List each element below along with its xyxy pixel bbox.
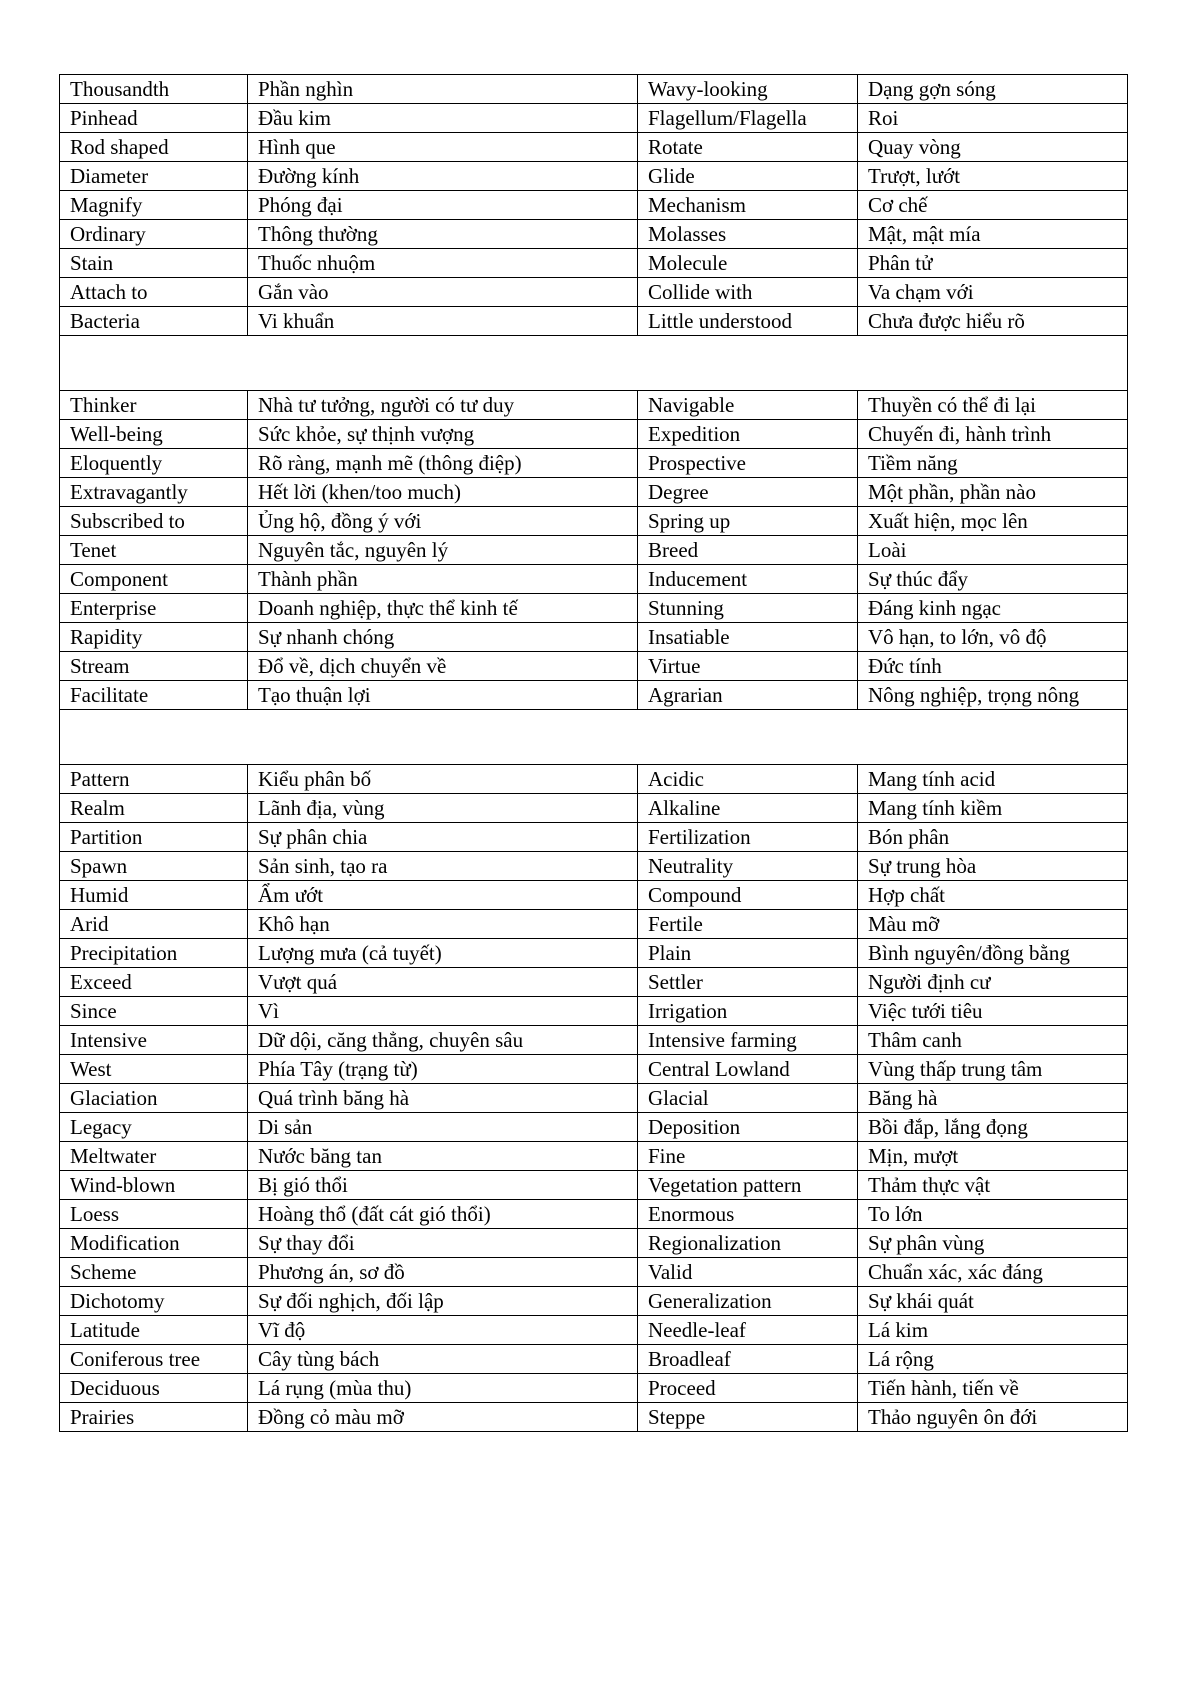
english-term-cell: Fertilization [638, 823, 858, 852]
vietnamese-meaning-cell: Tạo thuận lợi [248, 681, 638, 710]
english-term-cell: Fertile [638, 910, 858, 939]
vietnamese-meaning-cell: Tiến hành, tiến về [858, 1374, 1128, 1403]
section-spacer-row [60, 710, 1128, 765]
english-term-cell: Facilitate [60, 681, 248, 710]
english-term-cell: Dichotomy [60, 1287, 248, 1316]
english-term-cell: Precipitation [60, 939, 248, 968]
english-term-cell: Rotate [638, 133, 858, 162]
vietnamese-meaning-cell: Dạng gợn sóng [858, 75, 1128, 104]
vietnamese-meaning-cell: Sự khái quát [858, 1287, 1128, 1316]
english-term-cell: Attach to [60, 278, 248, 307]
vietnamese-meaning-cell: Lá kim [858, 1316, 1128, 1345]
table-row [60, 1200, 1128, 1229]
vietnamese-meaning-cell: Bị gió thổi [248, 1171, 638, 1200]
english-term-cell: Coniferous tree [60, 1345, 248, 1374]
vietnamese-meaning-cell: Thâm canh [858, 1026, 1128, 1055]
table-row [60, 1055, 1128, 1084]
table-row [60, 278, 1128, 307]
english-term-cell: Breed [638, 536, 858, 565]
vocabulary-table-body [60, 75, 1128, 1432]
vietnamese-meaning-cell: Hình que [248, 133, 638, 162]
english-term-cell: Glacial [638, 1084, 858, 1113]
vietnamese-meaning-cell: Vô hạn, to lớn, vô độ [858, 623, 1128, 652]
vietnamese-meaning-cell: Đồng cỏ màu mỡ [248, 1403, 638, 1432]
vietnamese-meaning-cell: Lá rụng (mùa thu) [248, 1374, 638, 1403]
vietnamese-meaning-cell: Lãnh địa, vùng [248, 794, 638, 823]
vietnamese-meaning-cell: Kiểu phân bố [248, 765, 638, 794]
vietnamese-meaning-cell: Nông nghiệp, trọng nông [858, 681, 1128, 710]
table-row [60, 823, 1128, 852]
english-term-cell: Rod shaped [60, 133, 248, 162]
vietnamese-meaning-cell: Ẩm ướt [248, 881, 638, 910]
vietnamese-meaning-cell: Sản sinh, tạo ra [248, 852, 638, 881]
vietnamese-meaning-cell: Vĩ độ [248, 1316, 638, 1345]
vietnamese-meaning-cell: Nước băng tan [248, 1142, 638, 1171]
table-row [60, 507, 1128, 536]
vietnamese-meaning-cell: Hoàng thổ (đất cát gió thổi) [248, 1200, 638, 1229]
vietnamese-meaning-cell: Bón phân [858, 823, 1128, 852]
english-term-cell: Humid [60, 881, 248, 910]
vietnamese-meaning-cell: Phóng đại [248, 191, 638, 220]
table-row [60, 794, 1128, 823]
english-term-cell: Enormous [638, 1200, 858, 1229]
vietnamese-meaning-cell: Ủng hộ, đồng ý với [248, 507, 638, 536]
vietnamese-meaning-cell: Vượt quá [248, 968, 638, 997]
vietnamese-meaning-cell: Sự nhanh chóng [248, 623, 638, 652]
english-term-cell: Loess [60, 1200, 248, 1229]
english-term-cell: Meltwater [60, 1142, 248, 1171]
table-row [60, 565, 1128, 594]
table-row [60, 104, 1128, 133]
vietnamese-meaning-cell: Vì [248, 997, 638, 1026]
english-term-cell: Prairies [60, 1403, 248, 1432]
table-row [60, 1316, 1128, 1345]
vietnamese-meaning-cell: Lượng mưa (cả tuyết) [248, 939, 638, 968]
english-term-cell: Virtue [638, 652, 858, 681]
table-row [60, 75, 1128, 104]
english-term-cell: Glaciation [60, 1084, 248, 1113]
english-term-cell: Thousandth [60, 75, 248, 104]
vietnamese-meaning-cell: Vùng thấp trung tâm [858, 1055, 1128, 1084]
table-row [60, 1142, 1128, 1171]
vietnamese-meaning-cell: Sự trung hòa [858, 852, 1128, 881]
vietnamese-meaning-cell: Quá trình băng hà [248, 1084, 638, 1113]
english-term-cell: Deposition [638, 1113, 858, 1142]
vietnamese-meaning-cell: Sự thay đổi [248, 1229, 638, 1258]
table-row [60, 1229, 1128, 1258]
english-term-cell: Realm [60, 794, 248, 823]
vietnamese-meaning-cell: Phía Tây (trạng từ) [248, 1055, 638, 1084]
english-term-cell: Valid [638, 1258, 858, 1287]
vietnamese-meaning-cell: Di sản [248, 1113, 638, 1142]
vietnamese-meaning-cell: Một phần, phần nào [858, 478, 1128, 507]
vietnamese-meaning-cell: Dữ dội, căng thẳng, chuyên sâu [248, 1026, 638, 1055]
english-term-cell: Plain [638, 939, 858, 968]
vietnamese-meaning-cell: Băng hà [858, 1084, 1128, 1113]
vietnamese-meaning-cell: Thuốc nhuộm [248, 249, 638, 278]
table-row [60, 652, 1128, 681]
table-row [60, 997, 1128, 1026]
english-term-cell: Intensive farming [638, 1026, 858, 1055]
english-term-cell: Irrigation [638, 997, 858, 1026]
english-term-cell: Settler [638, 968, 858, 997]
english-term-cell: Subscribed to [60, 507, 248, 536]
vietnamese-meaning-cell: Cơ chế [858, 191, 1128, 220]
english-term-cell: Molasses [638, 220, 858, 249]
vietnamese-meaning-cell: Thuyền có thể đi lại [858, 391, 1128, 420]
vietnamese-meaning-cell: Chưa được hiểu rõ [858, 307, 1128, 336]
vietnamese-meaning-cell: Cây tùng bách [248, 1345, 638, 1374]
english-term-cell: Molecule [638, 249, 858, 278]
english-term-cell: Generalization [638, 1287, 858, 1316]
english-term-cell: Deciduous [60, 1374, 248, 1403]
vietnamese-meaning-cell: Rõ ràng, mạnh mẽ (thông điệp) [248, 449, 638, 478]
vietnamese-meaning-cell: Phân tử [858, 249, 1128, 278]
english-term-cell: Diameter [60, 162, 248, 191]
table-row [60, 478, 1128, 507]
english-term-cell: Spring up [638, 507, 858, 536]
english-term-cell: Intensive [60, 1026, 248, 1055]
table-row [60, 1403, 1128, 1432]
english-term-cell: Prospective [638, 449, 858, 478]
english-term-cell: Extravagantly [60, 478, 248, 507]
english-term-cell: Neutrality [638, 852, 858, 881]
english-term-cell: Flagellum/Flagella [638, 104, 858, 133]
table-row [60, 1287, 1128, 1316]
vietnamese-meaning-cell: Va chạm với [858, 278, 1128, 307]
english-term-cell: West [60, 1055, 248, 1084]
table-row [60, 536, 1128, 565]
vietnamese-meaning-cell: Sự thúc đẩy [858, 565, 1128, 594]
vietnamese-meaning-cell: Hết lời (khen/too much) [248, 478, 638, 507]
english-term-cell: Stunning [638, 594, 858, 623]
english-term-cell: Exceed [60, 968, 248, 997]
english-term-cell: Agrarian [638, 681, 858, 710]
vietnamese-meaning-cell: Bồi đắp, lắng đọng [858, 1113, 1128, 1142]
section-spacer-row [60, 336, 1128, 391]
english-term-cell: Regionalization [638, 1229, 858, 1258]
vietnamese-meaning-cell: Việc tưới tiêu [858, 997, 1128, 1026]
english-term-cell: Fine [638, 1142, 858, 1171]
english-term-cell: Needle-leaf [638, 1316, 858, 1345]
english-term-cell: Rapidity [60, 623, 248, 652]
english-term-cell: Thinker [60, 391, 248, 420]
vietnamese-meaning-cell: Thảm thực vật [858, 1171, 1128, 1200]
vietnamese-meaning-cell: Đức tính [858, 652, 1128, 681]
vietnamese-meaning-cell: Mịn, mượt [858, 1142, 1128, 1171]
vietnamese-meaning-cell: Bình nguyên/đồng bằng [858, 939, 1128, 968]
english-term-cell: Mechanism [638, 191, 858, 220]
vietnamese-meaning-cell: Đổ về, dịch chuyển về [248, 652, 638, 681]
vietnamese-meaning-cell: Sự đối nghịch, đối lập [248, 1287, 638, 1316]
vietnamese-meaning-cell: Đầu kim [248, 104, 638, 133]
english-term-cell: Wavy-looking [638, 75, 858, 104]
table-row [60, 1113, 1128, 1142]
section-spacer-cell [60, 710, 1128, 765]
english-term-cell: Insatiable [638, 623, 858, 652]
table-row [60, 881, 1128, 910]
vietnamese-meaning-cell: Khô hạn [248, 910, 638, 939]
table-row [60, 910, 1128, 939]
english-term-cell: Steppe [638, 1403, 858, 1432]
english-term-cell: Navigable [638, 391, 858, 420]
vietnamese-meaning-cell: Thảo nguyên ôn đới [858, 1403, 1128, 1432]
table-row [60, 765, 1128, 794]
table-row [60, 133, 1128, 162]
english-term-cell: Latitude [60, 1316, 248, 1345]
vietnamese-meaning-cell: Đáng kinh ngạc [858, 594, 1128, 623]
table-row [60, 968, 1128, 997]
vietnamese-meaning-cell: Sức khỏe, sự thịnh vượng [248, 420, 638, 449]
english-term-cell: Proceed [638, 1374, 858, 1403]
english-term-cell: Inducement [638, 565, 858, 594]
vietnamese-meaning-cell: Roi [858, 104, 1128, 133]
section-spacer-cell [60, 336, 1128, 391]
table-row [60, 1026, 1128, 1055]
english-term-cell: Arid [60, 910, 248, 939]
vietnamese-meaning-cell: Phương án, sơ đồ [248, 1258, 638, 1287]
table-row [60, 852, 1128, 881]
table-row [60, 939, 1128, 968]
table-row [60, 191, 1128, 220]
english-term-cell: Enterprise [60, 594, 248, 623]
english-term-cell: Pinhead [60, 104, 248, 133]
english-term-cell: Collide with [638, 278, 858, 307]
english-term-cell: Degree [638, 478, 858, 507]
english-term-cell: Alkaline [638, 794, 858, 823]
table-row [60, 1258, 1128, 1287]
vietnamese-meaning-cell: Thông thường [248, 220, 638, 249]
english-term-cell: Bacteria [60, 307, 248, 336]
table-row [60, 307, 1128, 336]
english-term-cell: Little understood [638, 307, 858, 336]
vietnamese-meaning-cell: Đường kính [248, 162, 638, 191]
english-term-cell: Wind-blown [60, 1171, 248, 1200]
english-term-cell: Acidic [638, 765, 858, 794]
vietnamese-meaning-cell: Hợp chất [858, 881, 1128, 910]
vietnamese-meaning-cell: Mật, mật mía [858, 220, 1128, 249]
vietnamese-meaning-cell: Doanh nghiệp, thực thể kinh tế [248, 594, 638, 623]
english-term-cell: Compound [638, 881, 858, 910]
english-term-cell: Partition [60, 823, 248, 852]
table-row [60, 449, 1128, 478]
table-row [60, 249, 1128, 278]
table-row [60, 1084, 1128, 1113]
english-term-cell: Since [60, 997, 248, 1026]
english-term-cell: Modification [60, 1229, 248, 1258]
english-term-cell: Ordinary [60, 220, 248, 249]
vietnamese-meaning-cell: Thành phần [248, 565, 638, 594]
table-row [60, 162, 1128, 191]
english-term-cell: Tenet [60, 536, 248, 565]
vocabulary-table [59, 74, 1128, 1432]
vietnamese-meaning-cell: To lớn [858, 1200, 1128, 1229]
vietnamese-meaning-cell: Mang tính kiềm [858, 794, 1128, 823]
table-row [60, 220, 1128, 249]
vietnamese-meaning-cell: Loài [858, 536, 1128, 565]
vietnamese-meaning-cell: Tiềm năng [858, 449, 1128, 478]
table-row [60, 420, 1128, 449]
english-term-cell: Stain [60, 249, 248, 278]
vietnamese-meaning-cell: Sự phân vùng [858, 1229, 1128, 1258]
table-row [60, 1345, 1128, 1374]
vietnamese-meaning-cell: Trượt, lướt [858, 162, 1128, 191]
table-row [60, 594, 1128, 623]
english-term-cell: Pattern [60, 765, 248, 794]
vietnamese-meaning-cell: Nhà tư tưởng, người có tư duy [248, 391, 638, 420]
vietnamese-meaning-cell: Người định cư [858, 968, 1128, 997]
english-term-cell: Spawn [60, 852, 248, 881]
vietnamese-meaning-cell: Quay vòng [858, 133, 1128, 162]
table-row [60, 681, 1128, 710]
table-row [60, 1171, 1128, 1200]
english-term-cell: Broadleaf [638, 1345, 858, 1374]
vietnamese-meaning-cell: Chuẩn xác, xác đáng [858, 1258, 1128, 1287]
english-term-cell: Glide [638, 162, 858, 191]
english-term-cell: Scheme [60, 1258, 248, 1287]
english-term-cell: Component [60, 565, 248, 594]
english-term-cell: Vegetation pattern [638, 1171, 858, 1200]
vietnamese-meaning-cell: Chuyến đi, hành trình [858, 420, 1128, 449]
vietnamese-meaning-cell: Màu mỡ [858, 910, 1128, 939]
vietnamese-meaning-cell: Phần nghìn [248, 75, 638, 104]
vietnamese-meaning-cell: Xuất hiện, mọc lên [858, 507, 1128, 536]
english-term-cell: Expedition [638, 420, 858, 449]
table-row [60, 1374, 1128, 1403]
vietnamese-meaning-cell: Sự phân chia [248, 823, 638, 852]
english-term-cell: Central Lowland [638, 1055, 858, 1084]
english-term-cell: Legacy [60, 1113, 248, 1142]
vietnamese-meaning-cell: Mang tính acid [858, 765, 1128, 794]
table-row [60, 623, 1128, 652]
table-row [60, 391, 1128, 420]
english-term-cell: Well-being [60, 420, 248, 449]
vietnamese-meaning-cell: Vi khuẩn [248, 307, 638, 336]
english-term-cell: Magnify [60, 191, 248, 220]
vietnamese-meaning-cell: Gắn vào [248, 278, 638, 307]
vietnamese-meaning-cell: Lá rộng [858, 1345, 1128, 1374]
english-term-cell: Stream [60, 652, 248, 681]
english-term-cell: Eloquently [60, 449, 248, 478]
vietnamese-meaning-cell: Nguyên tắc, nguyên lý [248, 536, 638, 565]
